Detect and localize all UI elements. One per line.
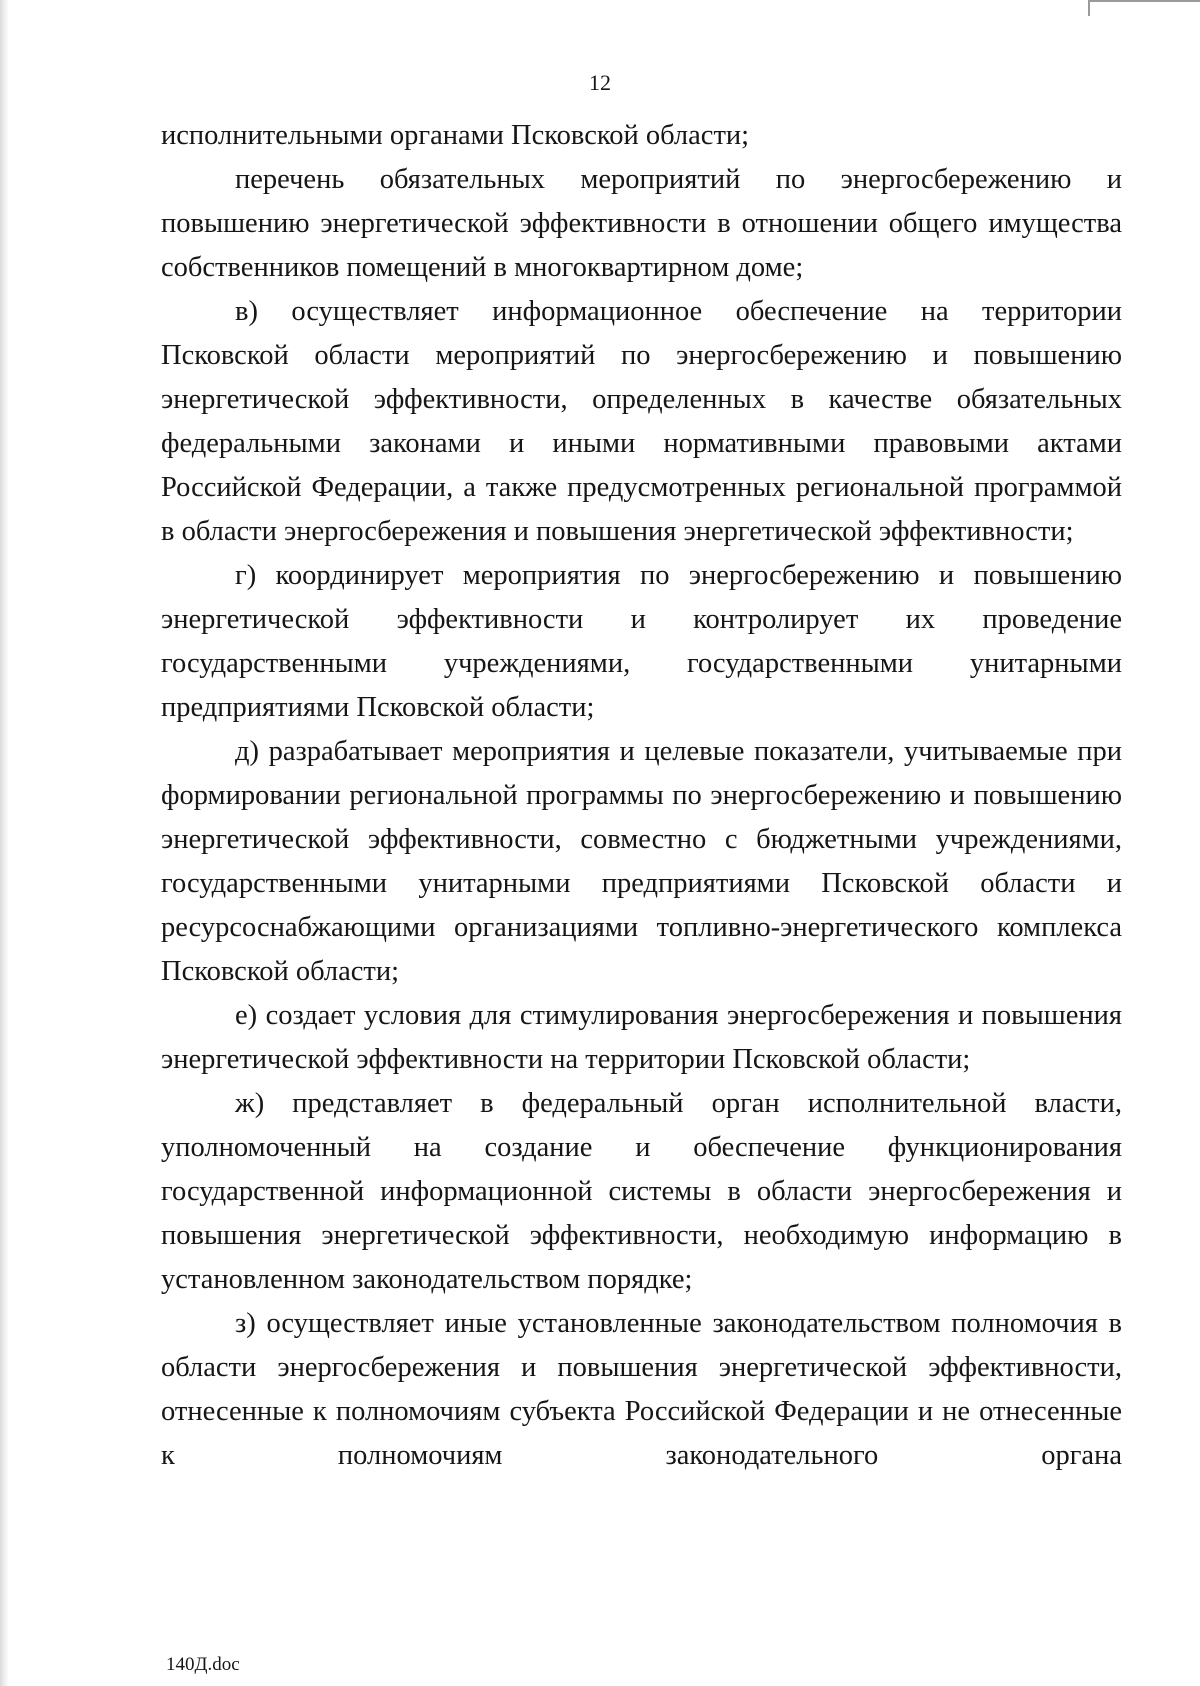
paragraph-continuation: исполнительными органами Псковской области; [161, 120, 750, 151]
document-file-name: 140Д.doc [166, 1654, 240, 1675]
paragraph-item-g: г) координирует мероприятия по энергосбережению и повышению энергетической эффективности и контролирует их проведение государственными учреждениями, государственными унитарными предприятиями Псковской области; [161, 560, 1122, 723]
page-number: 12 [589, 70, 611, 95]
paragraph-item-d: д) разрабатывает мероприятия и целевые показатели, учитываемые при формировании региональной программы по энергосбережению и повышению энергетической эффективности, совместно с бюджетными учреждениями, государственными унитарными предприятиями Псковской области и ресурсоснабжающими организациями топливно-энергетического комплекса Псковской области; [161, 736, 1122, 987]
paragraph-item-e: е) создает условия для стимулирования энергосбережения и повышения энергетической эффективности на территории Псковской области; [161, 1000, 1122, 1075]
scan-corner-mark [1088, 0, 1200, 16]
paragraph-item-v: в) осуществляет информационное обеспечение на территории Псковской области мероприятий по энергосбережению и повышению энергетической эффективности, определенных в качестве обязательных федеральными законами и иными нормативными правовыми актами Российской Федерации, а также предусмотренных региональной программой в области энергосбережения и повышения энергетической эффективности; [161, 296, 1122, 547]
document-body [161, 114, 1122, 1478]
paragraph-measures-list: перечень обязательных мероприятий по энергосбережению и повышению энергетической эффективности в отношении общего имущества собственников помещений в многоквартирном доме; [161, 164, 1122, 283]
scan-edge-shadow [0, 0, 9, 1686]
paragraph-item-z: з) осуществляет иные установленные законодательством полномочия в области энергосбережения и повышения энергетической эффективности, отнесенные к полномочиям субъекта Российской Федерации и не отнесенные к полномочиям законодательного органа [161, 1308, 1122, 1471]
paragraph-item-zh: ж) представляет в федеральный орган исполнительной власти, уполномоченный на создание и обеспечение функционирования государственной информационной системы в области энергосбережения и повышения энергетической эффективности, необходимую информацию в установленном законодательством порядке; [161, 1088, 1122, 1295]
